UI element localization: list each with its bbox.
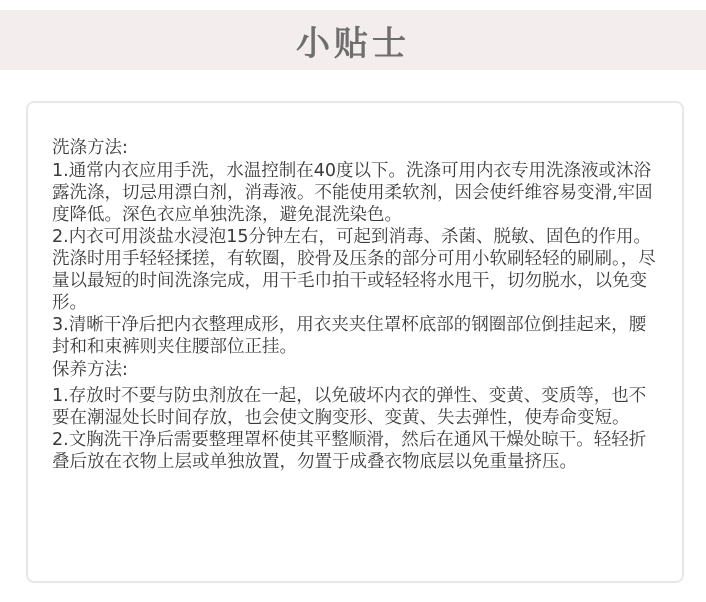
care-item-2: 2.文胸洗干净后需要整理罩杯使其平整顺滑，然后在通风干燥处晾干。轻轻折叠后放在衣物上层或单独放置，勿置于成叠衣物底层以免重量挤压。 [52, 430, 647, 472]
washing-item-3: 3.清晰干净后把内衣整理成形，用衣夹夹住罩杯底部的钢圈部位倒挂起来，腰封和和束裤则夹住腰部位正挂。 [52, 315, 647, 357]
tips-content [52, 137, 660, 473]
washing-item-1: 1.通常内衣应用手洗，水温控制在40度以下。洗涤可用内衣专用洗涤液或沐浴露洗涤，切忌用漂白剂，消毒液。不能使用柔软剂，因会使纤维容易变滑,牢固度降低。深色衣应单独洗涤，避免混洗染色。 [52, 161, 653, 225]
tips-card [26, 101, 684, 583]
washing-item-2: 2.内衣可用淡盐水浸泡15分钟左右，可起到消毒、杀菌、脱敏、固色的作用。洗涤时用手轻轻揉搓，有软圈，胶骨及压条的部分可用小软刷轻轻的刷刷。，尽量以最短的时间洗涤完成，用干毛巾拍干或轻轻将水甩干，切勿脱水，以免变形。 [52, 227, 656, 313]
care-heading: 保养方法: [52, 360, 128, 380]
page-title: 小贴士 [296, 23, 410, 64]
care-item-1: 1.存放时不要与防虫剂放在一起，以免破坏内衣的弹性、变黄、变质等，也不要在潮湿处长时间存放，也会使文胸变形、变黄、失去弹性，使寿命变短。 [52, 386, 647, 428]
washing-heading: 洗涤方法: [52, 138, 128, 158]
title-banner [0, 10, 706, 70]
